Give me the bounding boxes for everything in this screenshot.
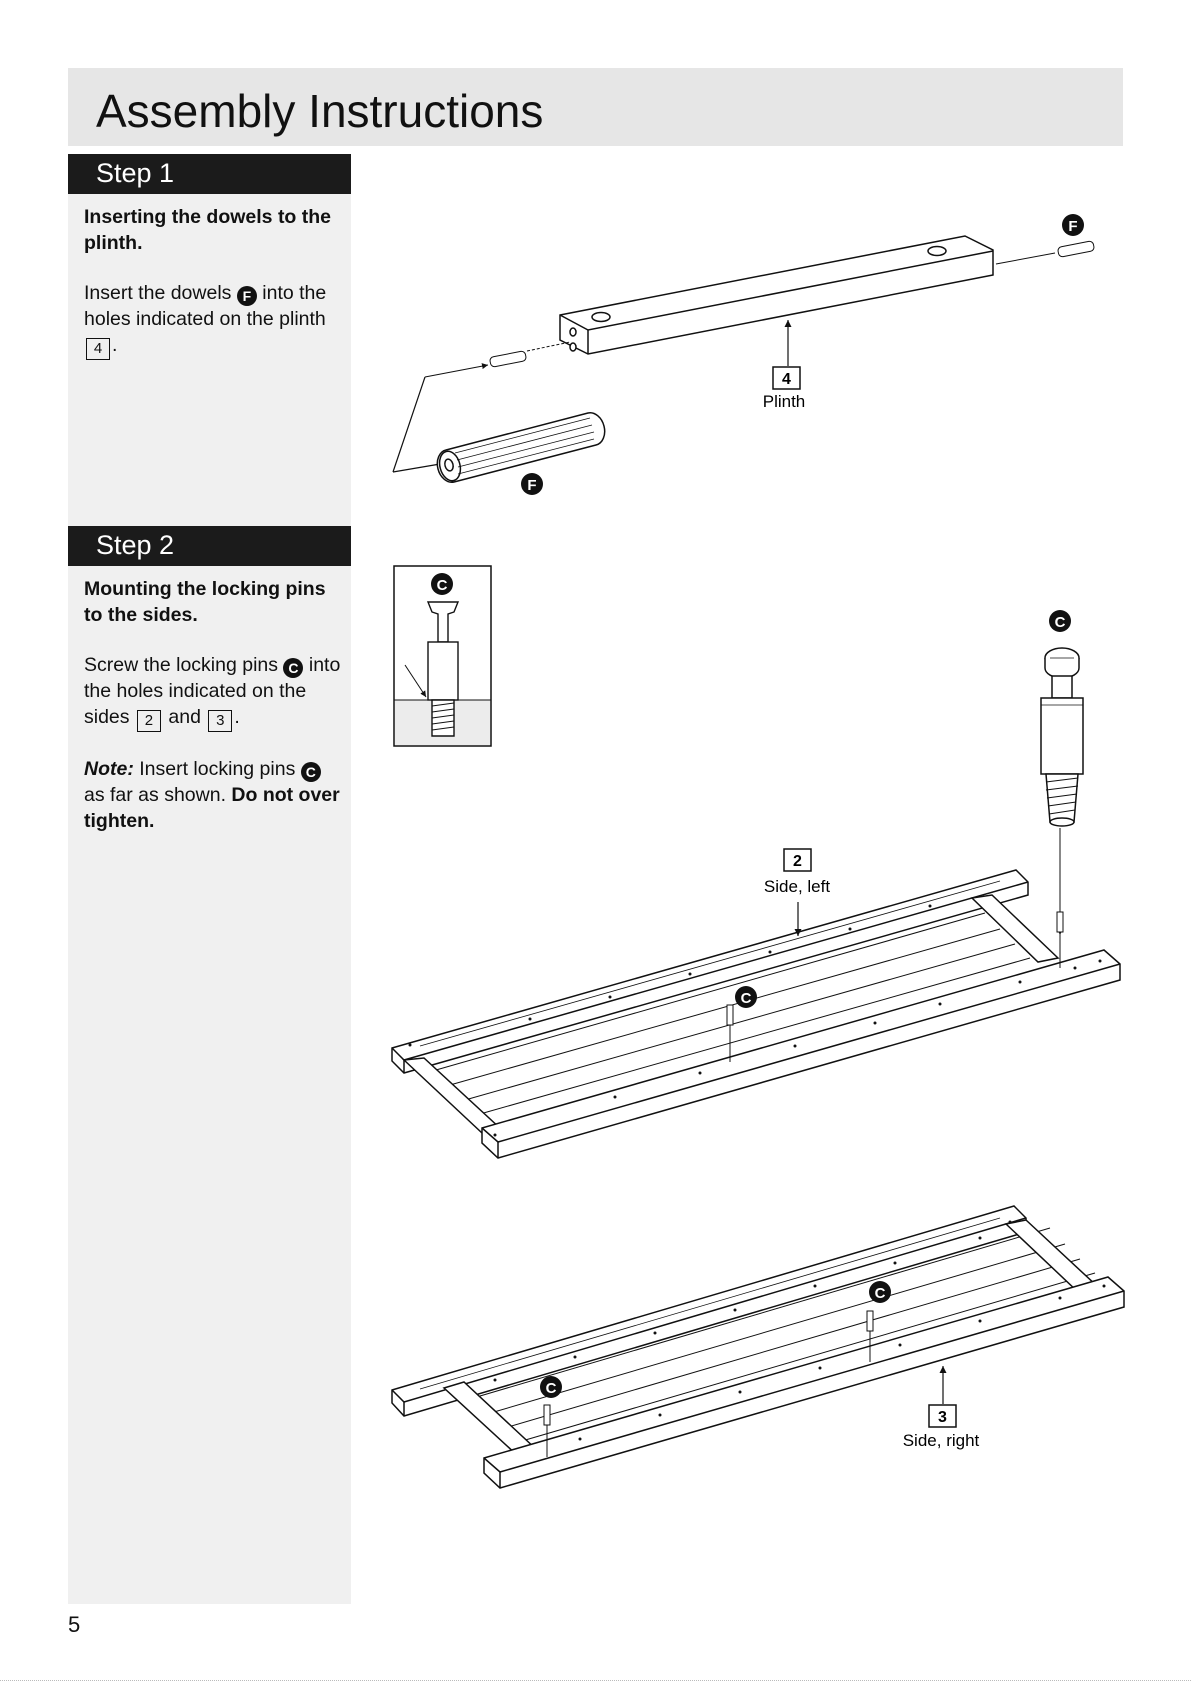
plinth-name: Plinth: [762, 392, 806, 411]
step-2-body-and: and: [168, 706, 201, 728]
plinth-number-box: 4: [782, 371, 791, 388]
note-part-2: as far as shown.: [84, 784, 226, 806]
side-left-drawing: [392, 870, 1120, 1158]
dowel-insert-left: [425, 342, 570, 377]
plinth-drawing: [560, 236, 993, 354]
svg-text:C: C: [1054, 614, 1066, 631]
svg-text:C: C: [874, 1285, 886, 1302]
side-right-part-number: 3: [208, 710, 232, 732]
step-2-body-part-2: into the holes indicated on the sides: [84, 654, 341, 728]
locking-pin-c-badge-note: C: [301, 762, 321, 782]
locking-pin-c-badge: C: [283, 658, 303, 678]
side-right-drawing: [392, 1206, 1124, 1488]
side-left-label: [764, 849, 830, 936]
locking-pin-detail: [394, 566, 491, 746]
side-right-label: [903, 1366, 980, 1450]
side-left-part-number: 2: [137, 710, 161, 732]
dowel-insert-right: [996, 241, 1095, 264]
side-right-name: Side, right: [902, 1431, 980, 1450]
step-1-body-end: .: [112, 334, 118, 356]
page-number: 5: [68, 1612, 81, 1637]
plinth-part-number: 4: [86, 338, 110, 360]
svg-text:F: F: [527, 477, 537, 494]
svg-text:C: C: [545, 1380, 557, 1397]
step-2-label: Step 2: [96, 530, 175, 560]
enlarged-dowel: [436, 413, 604, 483]
page-title: Assembly Instructions: [96, 85, 544, 137]
f-callout-right: [1062, 214, 1084, 236]
c-callout-side-right-a: [540, 1376, 562, 1398]
step-1-body-part-2: into the holes indicated on the plinth: [84, 282, 327, 330]
f-callout-bottom: [521, 473, 543, 495]
step-1-label: Step 1: [96, 158, 175, 188]
step-1-title: Inserting the dowels to the plinth.: [84, 206, 332, 254]
note-label: Note:: [84, 758, 134, 780]
svg-text:F: F: [1068, 218, 1078, 235]
side-left-name: Side, left: [763, 877, 831, 896]
locking-pin-enlarged: [1041, 610, 1083, 935]
side-right-number-box: 3: [938, 1409, 947, 1426]
step-2-title: Mounting the locking pins to the sides.: [84, 578, 326, 626]
note-warning: Do not over tighten.: [84, 784, 340, 832]
step-2-body-end: .: [234, 706, 240, 728]
side-left-number-box: 2: [793, 853, 802, 870]
plinth-label: [763, 320, 806, 411]
step-1-body-part-1: Insert the dowels: [84, 282, 232, 304]
svg-text:C: C: [436, 577, 448, 594]
c-callout-side-left: [735, 986, 757, 1008]
note-part-1: Insert locking pins: [139, 758, 296, 780]
svg-text:C: C: [740, 990, 752, 1007]
step-2-body-part-1: Screw the locking pins: [84, 654, 279, 676]
c-callout-side-right-b: [869, 1281, 891, 1303]
dowel-f-badge: F: [237, 286, 257, 306]
